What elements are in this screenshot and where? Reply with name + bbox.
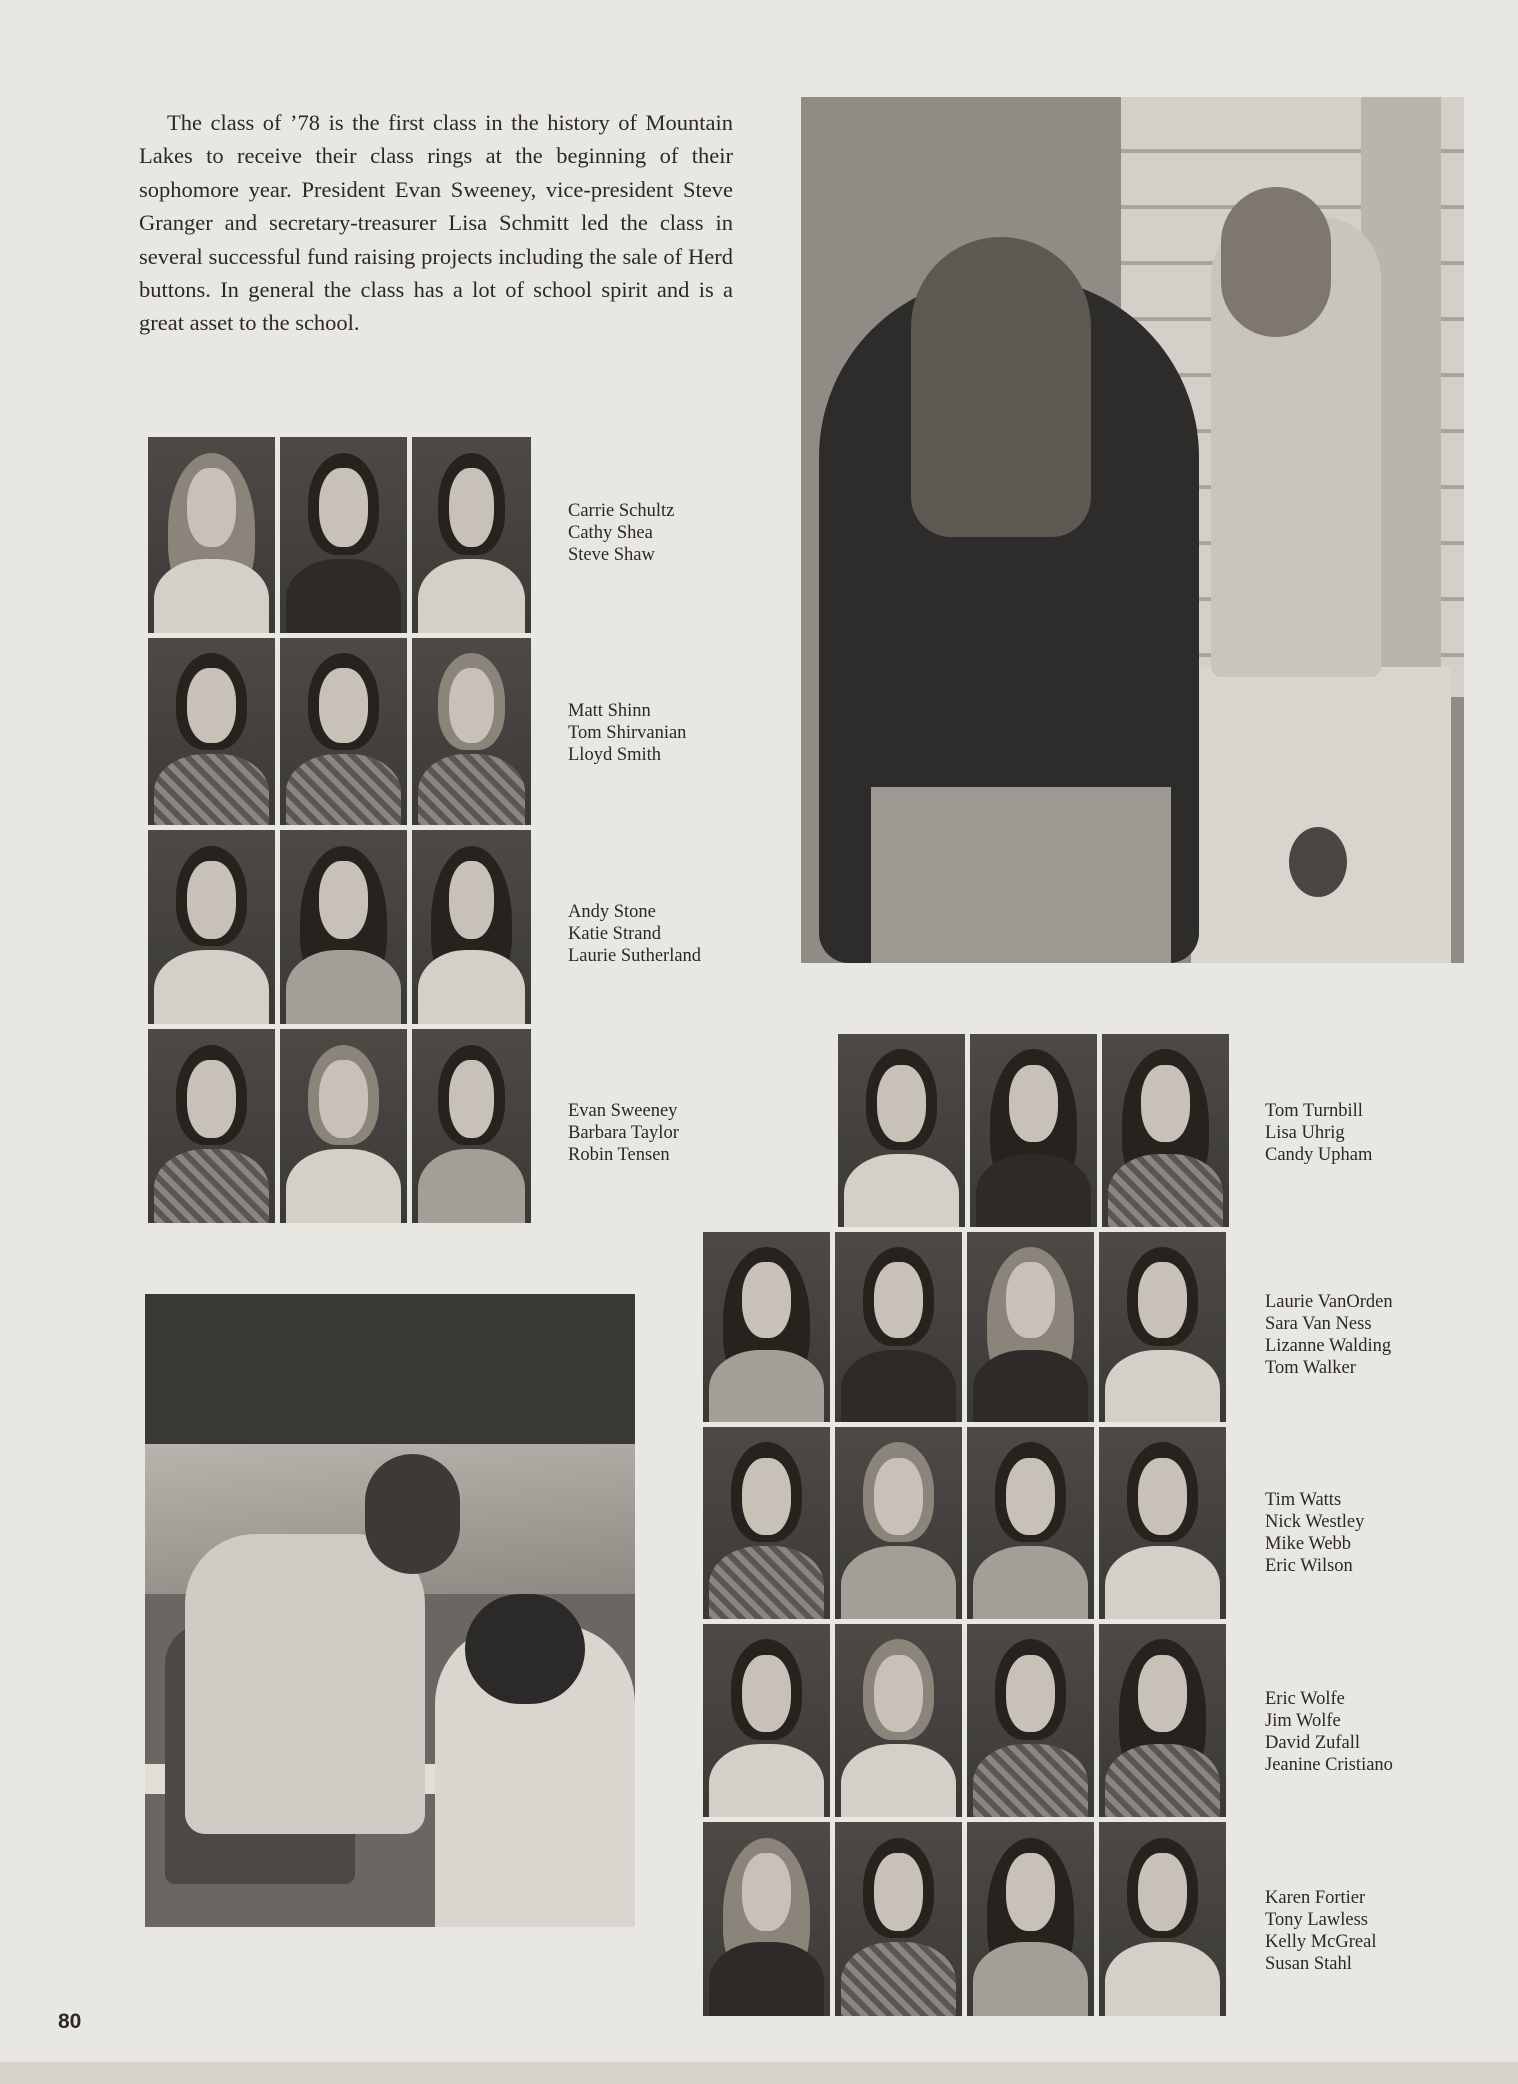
portrait-photo — [1099, 1427, 1226, 1619]
portrait-photo — [967, 1624, 1094, 1817]
portrait-grid-right-top — [838, 1034, 1229, 1227]
portrait-photo — [838, 1034, 965, 1227]
portrait-photo — [148, 437, 275, 633]
page-number: 80 — [58, 2010, 82, 2033]
name-list — [568, 700, 686, 766]
portrait-photo — [412, 638, 531, 825]
portrait-photo — [148, 830, 275, 1024]
student-name: Matt Shinn — [568, 701, 651, 721]
page-edge — [0, 2062, 1518, 2084]
portrait-photo — [835, 1232, 962, 1422]
student-name: Eric Wolfe — [1265, 1689, 1345, 1709]
student-name: Katie Strand — [568, 924, 661, 944]
student-name: Tony Lawless — [1265, 1910, 1369, 1930]
name-list — [568, 500, 674, 566]
student-name: Carrie Schultz — [568, 501, 675, 521]
name-list — [1265, 1688, 1393, 1776]
student-name: Lisa Uhrig — [1265, 1123, 1345, 1143]
student-name: Karen Fortier — [1265, 1888, 1366, 1908]
portrait-photo — [412, 1029, 531, 1223]
portrait-photo — [835, 1427, 962, 1619]
name-list — [1265, 1291, 1393, 1379]
student-name: Lizanne Walding — [1265, 1336, 1392, 1356]
portrait-photo — [280, 830, 407, 1024]
portrait-photo — [412, 830, 531, 1024]
portrait-photo — [703, 1427, 830, 1619]
portrait-grid-left — [148, 437, 531, 1223]
name-list — [568, 901, 701, 967]
candid-photo-cafeteria — [145, 1294, 635, 1927]
candid-photo-hallway — [801, 97, 1464, 963]
name-list — [568, 1100, 679, 1166]
name-list — [1265, 1489, 1364, 1577]
student-name: Jeanine Cristiano — [1265, 1755, 1393, 1775]
student-name: Nick Westley — [1265, 1512, 1365, 1532]
portrait-photo — [148, 1029, 275, 1223]
portrait-photo — [1099, 1624, 1226, 1817]
student-name: Sara Van Ness — [1265, 1314, 1372, 1334]
student-name: Tom Turnbill — [1265, 1101, 1363, 1121]
student-name: Cathy Shea — [568, 523, 653, 543]
portrait-photo — [412, 437, 531, 633]
intro-paragraph: The class of ’78 is the first class in the history of Mountain Lakes to receive their class rings at the beginning of their sophomore year. President Evan Sweeney, vice-president Steve Granger and secretary-treasurer Lisa Schmitt led the class in several successful fund raising projects including the sale of Herd buttons. In general the class has a lot of school spirit and is a great asset to the school. — [139, 110, 733, 336]
student-name: Lloyd Smith — [568, 745, 662, 765]
student-name: Robin Tensen — [568, 1145, 670, 1165]
portrait-photo — [1099, 1232, 1226, 1422]
name-list — [1265, 1100, 1372, 1166]
student-name: Tom Walker — [1265, 1358, 1356, 1378]
portrait-photo — [280, 1029, 407, 1223]
student-name: Steve Shaw — [568, 545, 655, 565]
student-name: Kelly McGreal — [1265, 1932, 1377, 1952]
portrait-photo — [1099, 1822, 1226, 2016]
portrait-photo — [148, 638, 275, 825]
student-name: Candy Upham — [1265, 1145, 1373, 1165]
portrait-photo — [703, 1624, 830, 1817]
portrait-photo — [835, 1624, 962, 1817]
name-list — [1265, 1887, 1376, 1975]
student-name: Andy Stone — [568, 902, 656, 922]
student-name: Susan Stahl — [1265, 1954, 1352, 1974]
portrait-photo — [703, 1822, 830, 2016]
portrait-grid-right — [703, 1232, 1226, 2016]
portrait-photo — [967, 1427, 1094, 1619]
student-name: Laurie VanOrden — [1265, 1292, 1393, 1312]
student-name: Tom Shirvanian — [568, 723, 687, 743]
student-name: Laurie Sutherland — [568, 946, 702, 966]
student-name: Mike Webb — [1265, 1534, 1352, 1554]
portrait-photo — [835, 1822, 962, 2016]
portrait-photo — [967, 1822, 1094, 2016]
student-name: Tim Watts — [1265, 1490, 1342, 1510]
student-name: Evan Sweeney — [568, 1101, 678, 1121]
portrait-photo — [280, 437, 407, 633]
portrait-photo — [970, 1034, 1097, 1227]
student-name: Barbara Taylor — [568, 1123, 679, 1143]
portrait-photo — [280, 638, 407, 825]
portrait-photo — [703, 1232, 830, 1422]
portrait-photo — [967, 1232, 1094, 1422]
student-name: Eric Wilson — [1265, 1556, 1353, 1576]
portrait-photo — [1102, 1034, 1229, 1227]
student-name: Jim Wolfe — [1265, 1711, 1341, 1731]
student-name: David Zufall — [1265, 1733, 1361, 1753]
